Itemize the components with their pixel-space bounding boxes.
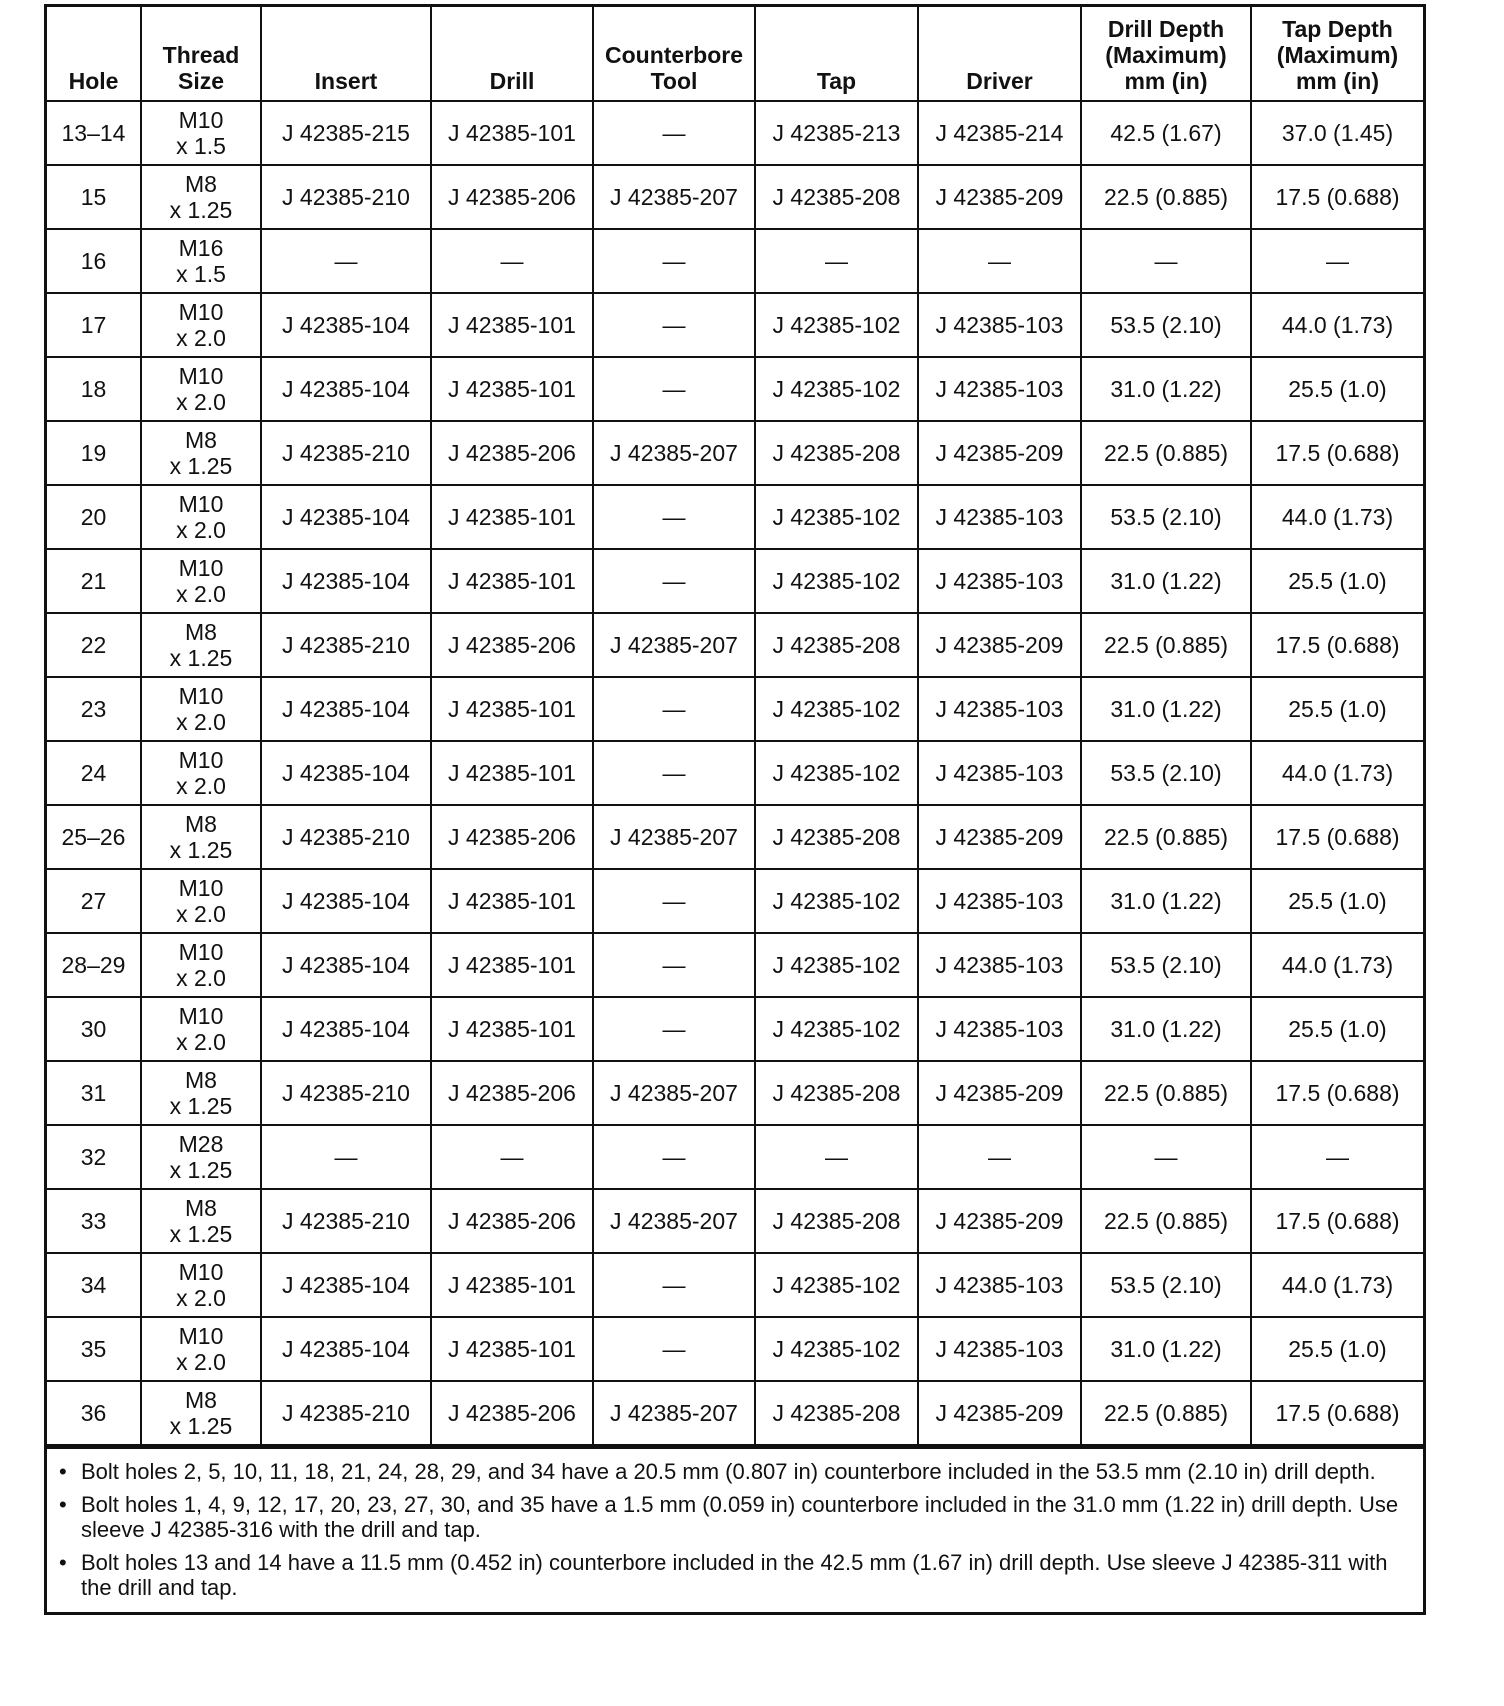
- thread-size-line: x 1.25: [169, 453, 233, 479]
- thread-size-line: M10: [178, 1003, 224, 1029]
- counterbore-cell: J 42385-207: [593, 613, 755, 677]
- tap-cell: J 42385-208: [755, 1189, 918, 1253]
- thread-size-line: x 2.0: [176, 1349, 226, 1375]
- drill-cell: J 42385-206: [431, 421, 593, 485]
- insert-cell: J 42385-210: [261, 1189, 431, 1253]
- driver-cell: J 42385-214: [918, 101, 1081, 165]
- counterbore-cell: J 42385-207: [593, 165, 755, 229]
- column-header-line: (Maximum): [1105, 42, 1227, 68]
- driver-cell: J 42385-103: [918, 997, 1081, 1061]
- tap-depth-cell: 17.5 (0.688): [1251, 165, 1423, 229]
- thread-size-line: x 1.5: [176, 133, 226, 159]
- counterbore-cell: —: [593, 741, 755, 805]
- table-row: [47, 357, 1423, 421]
- counterbore-cell: —: [593, 1125, 755, 1189]
- drill-depth-cell: 31.0 (1.22): [1081, 997, 1251, 1061]
- footnote: [59, 1550, 1413, 1600]
- thread-size-line: x 1.25: [169, 197, 233, 223]
- driver-cell: J 42385-209: [918, 1381, 1081, 1445]
- counterbore-cell: —: [593, 549, 755, 613]
- insert-cell: J 42385-104: [261, 485, 431, 549]
- tap-depth-cell: 44.0 (1.73): [1251, 933, 1423, 997]
- thread-size-cell: [141, 677, 261, 741]
- hole-cell: 31: [47, 1061, 141, 1125]
- tap-cell: J 42385-102: [755, 677, 918, 741]
- column-header-line: Tool: [650, 68, 698, 94]
- insert-cell: J 42385-104: [261, 933, 431, 997]
- driver-cell: —: [918, 229, 1081, 293]
- insert-cell: J 42385-104: [261, 869, 431, 933]
- thread-size-line: x 2.0: [176, 1285, 226, 1311]
- drill-cell: J 42385-206: [431, 1189, 593, 1253]
- driver-cell: J 42385-209: [918, 613, 1081, 677]
- table-row: [47, 869, 1423, 933]
- footnotes: [47, 1446, 1423, 1612]
- column-header-line: mm (in): [1124, 68, 1208, 94]
- table-row: [47, 229, 1423, 293]
- thread-size-cell: [141, 293, 261, 357]
- thread-size-cell: [141, 229, 261, 293]
- bullet-icon: •: [59, 1492, 67, 1517]
- tap-cell: J 42385-208: [755, 805, 918, 869]
- thread-size-line: x 2.0: [176, 773, 226, 799]
- hole-cell: 35: [47, 1317, 141, 1381]
- counterbore-cell: J 42385-207: [593, 421, 755, 485]
- column-header-line: Tap Depth: [1282, 16, 1393, 42]
- tap-depth-cell: 25.5 (1.0): [1251, 549, 1423, 613]
- thread-size-cell: [141, 1189, 261, 1253]
- tap-depth-cell: 25.5 (1.0): [1251, 997, 1423, 1061]
- drill-depth-cell: 22.5 (0.885): [1081, 421, 1251, 485]
- drill-depth-cell: 22.5 (0.885): [1081, 1381, 1251, 1445]
- thread-size-line: x 1.25: [169, 1221, 233, 1247]
- thread-size-line: x 2.0: [176, 709, 226, 735]
- thread-size-line: M8: [185, 427, 217, 453]
- counterbore-cell: J 42385-207: [593, 1381, 755, 1445]
- drill-cell: J 42385-101: [431, 741, 593, 805]
- column-header-line: Counterbore: [605, 42, 743, 68]
- counterbore-cell: —: [593, 101, 755, 165]
- insert-cell: J 42385-210: [261, 1381, 431, 1445]
- drill-depth-cell: 53.5 (2.10): [1081, 1253, 1251, 1317]
- driver-cell: J 42385-103: [918, 357, 1081, 421]
- thread-size-cell: [141, 613, 261, 677]
- thread-size-line: x 1.5: [176, 261, 226, 287]
- thread-size-line: M10: [178, 299, 224, 325]
- column-header-line: Insert: [314, 68, 378, 94]
- thread-size-line: M10: [178, 747, 224, 773]
- thread-size-line: x 1.25: [169, 1413, 233, 1439]
- driver-cell: —: [918, 1125, 1081, 1189]
- drill-depth-cell: 53.5 (2.10): [1081, 933, 1251, 997]
- insert-cell: J 42385-210: [261, 613, 431, 677]
- counterbore-cell: J 42385-207: [593, 1189, 755, 1253]
- hole-cell: 32: [47, 1125, 141, 1189]
- insert-cell: J 42385-210: [261, 1061, 431, 1125]
- column-header-line: Drill Depth: [1107, 16, 1225, 42]
- drill-cell: J 42385-206: [431, 613, 593, 677]
- driver-cell: J 42385-103: [918, 933, 1081, 997]
- tap-cell: —: [755, 1125, 918, 1189]
- insert-cell: J 42385-104: [261, 741, 431, 805]
- hole-cell: 18: [47, 357, 141, 421]
- driver-cell: J 42385-103: [918, 293, 1081, 357]
- thread-size-cell: [141, 165, 261, 229]
- thread-size-line: x 2.0: [176, 325, 226, 351]
- tap-depth-cell: 17.5 (0.688): [1251, 1381, 1423, 1445]
- thread-size-line: M8: [185, 619, 217, 645]
- thread-size-cell: [141, 101, 261, 165]
- header-row: [47, 7, 1423, 101]
- thread-size-cell: [141, 1381, 261, 1445]
- tap-cell: J 42385-102: [755, 1317, 918, 1381]
- thread-size-cell: [141, 1061, 261, 1125]
- column-header-line: Drill: [489, 68, 535, 94]
- tap-depth-cell: 17.5 (0.688): [1251, 613, 1423, 677]
- driver-cell: J 42385-209: [918, 1189, 1081, 1253]
- hole-cell: 16: [47, 229, 141, 293]
- column-header-line: Hole: [68, 68, 119, 94]
- tool-table: [47, 7, 1423, 1446]
- drill-depth-cell: 31.0 (1.22): [1081, 677, 1251, 741]
- thread-size-line: M8: [185, 811, 217, 837]
- hole-cell: 19: [47, 421, 141, 485]
- insert-cell: J 42385-104: [261, 1317, 431, 1381]
- counterbore-cell: J 42385-207: [593, 1061, 755, 1125]
- insert-cell: J 42385-210: [261, 805, 431, 869]
- column-header-counterbore-tool: [593, 7, 755, 101]
- hole-cell: 30: [47, 997, 141, 1061]
- hole-cell: 28–29: [47, 933, 141, 997]
- tool-table-sheet: [44, 4, 1426, 1615]
- hole-cell: 17: [47, 293, 141, 357]
- drill-cell: J 42385-101: [431, 293, 593, 357]
- driver-cell: J 42385-103: [918, 485, 1081, 549]
- drill-depth-cell: 53.5 (2.10): [1081, 293, 1251, 357]
- counterbore-cell: —: [593, 485, 755, 549]
- driver-cell: J 42385-209: [918, 165, 1081, 229]
- footnote-text: Bolt holes 13 and 14 have a 11.5 mm (0.452 in) counterbore included in the 42.5 mm (1.67 in) drill depth. Use sleeve J 42385-311 with the drill and tap.: [81, 1550, 1388, 1600]
- table-row: [47, 1125, 1423, 1189]
- column-header-line: Driver: [966, 68, 1033, 94]
- drill-depth-cell: 22.5 (0.885): [1081, 1189, 1251, 1253]
- counterbore-cell: —: [593, 933, 755, 997]
- thread-size-line: M8: [185, 1195, 217, 1221]
- table-row: [47, 1061, 1423, 1125]
- table-row: [47, 741, 1423, 805]
- hole-cell: 21: [47, 549, 141, 613]
- drill-cell: J 42385-101: [431, 1317, 593, 1381]
- thread-size-line: M10: [178, 683, 224, 709]
- drill-cell: J 42385-101: [431, 101, 593, 165]
- thread-size-line: x 2.0: [176, 1029, 226, 1055]
- thread-size-line: x 2.0: [176, 965, 226, 991]
- tap-depth-cell: 44.0 (1.73): [1251, 1253, 1423, 1317]
- hole-cell: 27: [47, 869, 141, 933]
- counterbore-cell: —: [593, 1253, 755, 1317]
- column-header-drill-depth: [1081, 7, 1251, 101]
- tap-depth-cell: —: [1251, 1125, 1423, 1189]
- footnote-text: Bolt holes 1, 4, 9, 12, 17, 20, 23, 27, 30, and 35 have a 1.5 mm (0.059 in) counterbore included in the 31.0 mm (1.22 in) drill depth. Use sleeve J 42385-316 with the drill and tap.: [81, 1492, 1399, 1542]
- insert-cell: J 42385-104: [261, 549, 431, 613]
- tap-cell: J 42385-102: [755, 997, 918, 1061]
- driver-cell: J 42385-103: [918, 741, 1081, 805]
- column-header-line: Thread: [162, 42, 240, 68]
- drill-cell: J 42385-206: [431, 805, 593, 869]
- table-row: [47, 485, 1423, 549]
- table-row: [47, 997, 1423, 1061]
- drill-depth-cell: 53.5 (2.10): [1081, 485, 1251, 549]
- drill-depth-cell: 42.5 (1.67): [1081, 101, 1251, 165]
- thread-size-line: x 2.0: [176, 389, 226, 415]
- thread-size-line: M10: [178, 875, 224, 901]
- tap-depth-cell: 25.5 (1.0): [1251, 357, 1423, 421]
- tap-depth-cell: 25.5 (1.0): [1251, 677, 1423, 741]
- table-row: [47, 421, 1423, 485]
- tap-cell: —: [755, 229, 918, 293]
- drill-depth-cell: 53.5 (2.10): [1081, 741, 1251, 805]
- thread-size-cell: [141, 1125, 261, 1189]
- thread-size-cell: [141, 1317, 261, 1381]
- thread-size-line: M10: [178, 107, 224, 133]
- drill-cell: J 42385-101: [431, 677, 593, 741]
- hole-cell: 22: [47, 613, 141, 677]
- tap-depth-cell: 25.5 (1.0): [1251, 869, 1423, 933]
- thread-size-cell: [141, 1253, 261, 1317]
- thread-size-line: M10: [178, 939, 224, 965]
- bullet-icon: •: [59, 1459, 67, 1484]
- thread-size-line: x 1.25: [169, 1157, 233, 1183]
- drill-cell: J 42385-101: [431, 357, 593, 421]
- thread-size-line: x 1.25: [169, 645, 233, 671]
- tap-cell: J 42385-102: [755, 293, 918, 357]
- drill-depth-cell: 31.0 (1.22): [1081, 549, 1251, 613]
- drill-depth-cell: —: [1081, 1125, 1251, 1189]
- table-row: [47, 613, 1423, 677]
- column-header-tap: [755, 7, 918, 101]
- bullet-icon: •: [59, 1550, 67, 1575]
- tap-depth-cell: 17.5 (0.688): [1251, 805, 1423, 869]
- hole-cell: 25–26: [47, 805, 141, 869]
- counterbore-cell: —: [593, 997, 755, 1061]
- column-header-drill: [431, 7, 593, 101]
- thread-size-cell: [141, 997, 261, 1061]
- thread-size-line: M16: [178, 235, 224, 261]
- thread-size-line: x 2.0: [176, 517, 226, 543]
- tap-cell: J 42385-208: [755, 421, 918, 485]
- thread-size-line: M10: [178, 363, 224, 389]
- drill-depth-cell: 22.5 (0.885): [1081, 1061, 1251, 1125]
- counterbore-cell: —: [593, 229, 755, 293]
- insert-cell: J 42385-215: [261, 101, 431, 165]
- insert-cell: J 42385-104: [261, 293, 431, 357]
- tap-cell: J 42385-208: [755, 1061, 918, 1125]
- thread-size-line: M10: [178, 491, 224, 517]
- drill-depth-cell: 31.0 (1.22): [1081, 357, 1251, 421]
- table-row: [47, 101, 1423, 165]
- footnote-text: Bolt holes 2, 5, 10, 11, 18, 21, 24, 28, 29, and 34 have a 20.5 mm (0.807 in) counterbore included in the 53.5 mm (2.10 in) drill depth.: [81, 1459, 1376, 1484]
- tap-depth-cell: 44.0 (1.73): [1251, 741, 1423, 805]
- drill-depth-cell: 22.5 (0.885): [1081, 165, 1251, 229]
- driver-cell: J 42385-103: [918, 677, 1081, 741]
- driver-cell: J 42385-209: [918, 805, 1081, 869]
- insert-cell: J 42385-104: [261, 677, 431, 741]
- drill-cell: J 42385-101: [431, 869, 593, 933]
- drill-depth-cell: —: [1081, 229, 1251, 293]
- thread-size-line: M8: [185, 171, 217, 197]
- table-row: [47, 805, 1423, 869]
- thread-size-line: x 2.0: [176, 581, 226, 607]
- drill-cell: J 42385-101: [431, 933, 593, 997]
- column-header-hole: [47, 7, 141, 101]
- drill-cell: —: [431, 1125, 593, 1189]
- driver-cell: J 42385-209: [918, 421, 1081, 485]
- thread-size-line: x 1.25: [169, 1093, 233, 1119]
- column-header-line: (Maximum): [1276, 42, 1399, 68]
- driver-cell: J 42385-103: [918, 1317, 1081, 1381]
- tap-cell: J 42385-208: [755, 165, 918, 229]
- thread-size-cell: [141, 357, 261, 421]
- drill-cell: J 42385-101: [431, 485, 593, 549]
- counterbore-cell: —: [593, 869, 755, 933]
- insert-cell: J 42385-104: [261, 357, 431, 421]
- table-row: [47, 677, 1423, 741]
- thread-size-cell: [141, 549, 261, 613]
- insert-cell: J 42385-210: [261, 165, 431, 229]
- insert-cell: —: [261, 1125, 431, 1189]
- table-row: [47, 1317, 1423, 1381]
- table-row: [47, 549, 1423, 613]
- tap-depth-cell: 44.0 (1.73): [1251, 293, 1423, 357]
- tap-cell: J 42385-208: [755, 613, 918, 677]
- tap-depth-cell: 17.5 (0.688): [1251, 1061, 1423, 1125]
- hole-cell: 33: [47, 1189, 141, 1253]
- table-body: [47, 101, 1423, 1445]
- thread-size-line: x 1.25: [169, 837, 233, 863]
- table-row: [47, 293, 1423, 357]
- counterbore-cell: —: [593, 357, 755, 421]
- insert-cell: J 42385-104: [261, 1253, 431, 1317]
- tap-cell: J 42385-102: [755, 549, 918, 613]
- hole-cell: 34: [47, 1253, 141, 1317]
- driver-cell: J 42385-209: [918, 1061, 1081, 1125]
- table-row: [47, 1253, 1423, 1317]
- column-header-line: Size: [177, 68, 225, 94]
- hole-cell: 13–14: [47, 101, 141, 165]
- tap-cell: J 42385-102: [755, 869, 918, 933]
- thread-size-cell: [141, 485, 261, 549]
- thread-size-cell: [141, 421, 261, 485]
- drill-depth-cell: 22.5 (0.885): [1081, 613, 1251, 677]
- drill-cell: J 42385-101: [431, 997, 593, 1061]
- tap-cell: J 42385-213: [755, 101, 918, 165]
- drill-depth-cell: 31.0 (1.22): [1081, 869, 1251, 933]
- tap-depth-cell: 25.5 (1.0): [1251, 1317, 1423, 1381]
- drill-cell: J 42385-101: [431, 549, 593, 613]
- hole-cell: 20: [47, 485, 141, 549]
- thread-size-cell: [141, 869, 261, 933]
- insert-cell: J 42385-210: [261, 421, 431, 485]
- thread-size-cell: [141, 933, 261, 997]
- table-row: [47, 933, 1423, 997]
- tap-cell: J 42385-208: [755, 1381, 918, 1445]
- drill-depth-cell: 22.5 (0.885): [1081, 805, 1251, 869]
- tap-cell: J 42385-102: [755, 933, 918, 997]
- thread-size-line: M8: [185, 1067, 217, 1093]
- insert-cell: J 42385-104: [261, 997, 431, 1061]
- column-header-tap-depth: [1251, 7, 1423, 101]
- footnote: [59, 1459, 1413, 1484]
- tap-cell: J 42385-102: [755, 741, 918, 805]
- tap-depth-cell: 17.5 (0.688): [1251, 1189, 1423, 1253]
- hole-cell: 23: [47, 677, 141, 741]
- hole-cell: 15: [47, 165, 141, 229]
- tap-depth-cell: —: [1251, 229, 1423, 293]
- column-header-line: Tap: [816, 68, 857, 94]
- drill-depth-cell: 31.0 (1.22): [1081, 1317, 1251, 1381]
- tap-cell: J 42385-102: [755, 1253, 918, 1317]
- thread-size-line: M8: [185, 1387, 217, 1413]
- drill-cell: J 42385-206: [431, 165, 593, 229]
- thread-size-line: x 2.0: [176, 901, 226, 927]
- table-row: [47, 165, 1423, 229]
- tap-depth-cell: 44.0 (1.73): [1251, 485, 1423, 549]
- table-row: [47, 1381, 1423, 1445]
- insert-cell: —: [261, 229, 431, 293]
- tap-depth-cell: 17.5 (0.688): [1251, 421, 1423, 485]
- driver-cell: J 42385-103: [918, 1253, 1081, 1317]
- tap-cell: J 42385-102: [755, 357, 918, 421]
- column-header-driver: [918, 7, 1081, 101]
- drill-cell: J 42385-101: [431, 1253, 593, 1317]
- thread-size-line: M10: [178, 1323, 224, 1349]
- thread-size-cell: [141, 805, 261, 869]
- table-row: [47, 1189, 1423, 1253]
- thread-size-line: M28: [178, 1131, 224, 1157]
- thread-size-line: M10: [178, 1259, 224, 1285]
- thread-size-line: M10: [178, 555, 224, 581]
- driver-cell: J 42385-103: [918, 869, 1081, 933]
- drill-cell: J 42385-206: [431, 1061, 593, 1125]
- counterbore-cell: —: [593, 1317, 755, 1381]
- hole-cell: 36: [47, 1381, 141, 1445]
- footnote: [59, 1492, 1413, 1542]
- counterbore-cell: J 42385-207: [593, 805, 755, 869]
- column-header-insert: [261, 7, 431, 101]
- counterbore-cell: —: [593, 677, 755, 741]
- tap-depth-cell: 37.0 (1.45): [1251, 101, 1423, 165]
- drill-cell: J 42385-206: [431, 1381, 593, 1445]
- drill-cell: —: [431, 229, 593, 293]
- column-header-thread-size: [141, 7, 261, 101]
- hole-cell: 24: [47, 741, 141, 805]
- thread-size-cell: [141, 741, 261, 805]
- column-header-line: mm (in): [1295, 68, 1380, 94]
- driver-cell: J 42385-103: [918, 549, 1081, 613]
- counterbore-cell: —: [593, 293, 755, 357]
- tap-cell: J 42385-102: [755, 485, 918, 549]
